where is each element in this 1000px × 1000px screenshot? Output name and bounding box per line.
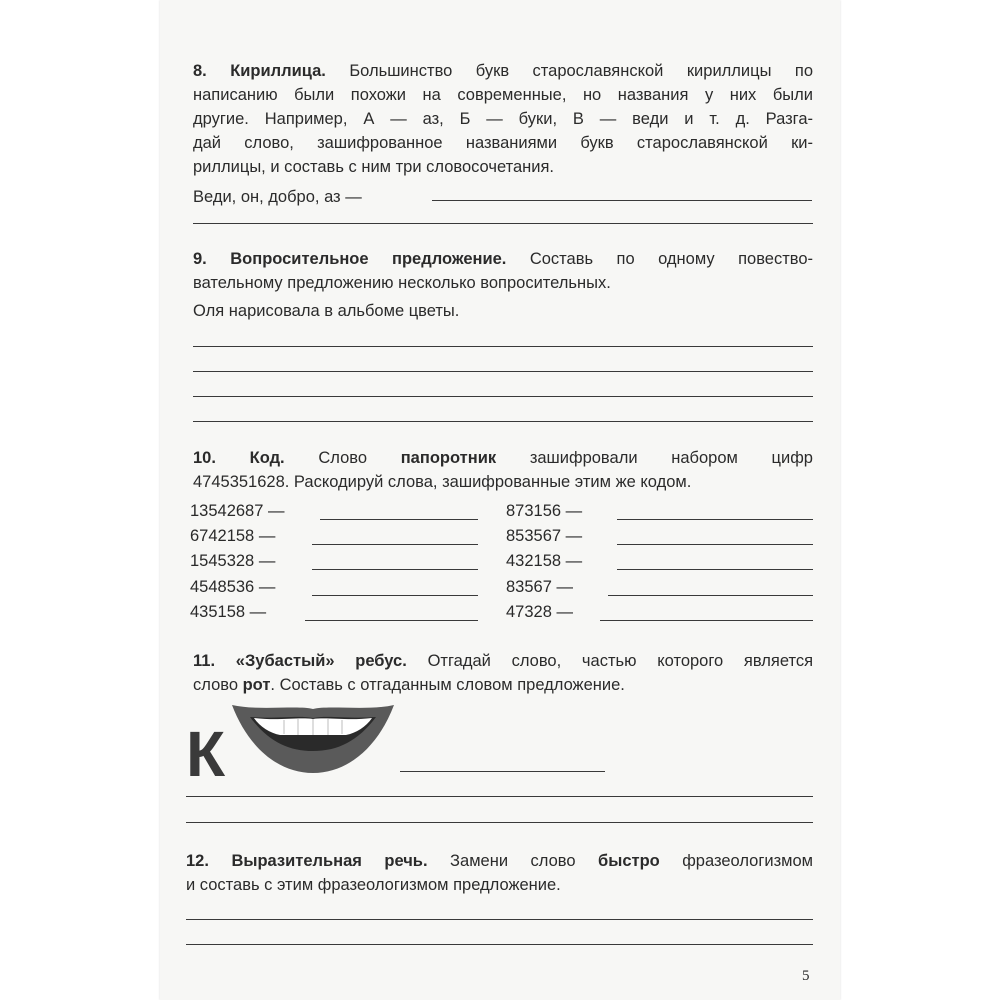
task9-answer-line-4[interactable] bbox=[193, 421, 813, 422]
task10-number: 10. bbox=[193, 449, 216, 467]
task11-word: рот bbox=[242, 676, 271, 694]
code-right-answer-4[interactable] bbox=[608, 595, 813, 596]
code-left-5: 435158 — bbox=[190, 603, 267, 621]
task9-line2: вательному предложению несколько вопросительных. bbox=[193, 274, 611, 292]
task12-line1 bbox=[186, 850, 813, 872]
task12-number: 12. bbox=[186, 852, 209, 870]
task12-text1a: Замени слово bbox=[450, 852, 576, 870]
task8-title: Кириллица. bbox=[230, 62, 326, 80]
task12-answer-line-2[interactable] bbox=[186, 944, 813, 945]
task10-title: Код. bbox=[249, 449, 285, 467]
code-left-answer-1[interactable] bbox=[320, 519, 478, 520]
code-left-answer-2[interactable] bbox=[312, 544, 478, 545]
task11-text2b: . Составь с отгаданным словом предложение. bbox=[270, 676, 625, 694]
task9-answer-line-2[interactable] bbox=[193, 371, 813, 372]
task8-answer-line-1[interactable] bbox=[432, 200, 812, 201]
mouth-icon bbox=[228, 697, 398, 777]
code-left-1: 13542687 — bbox=[190, 502, 285, 520]
code-right-2: 853567 — bbox=[506, 527, 583, 545]
code-right-answer-1[interactable] bbox=[617, 519, 813, 520]
task8-line2: написанию были похожи на современные, но названия у них были bbox=[193, 86, 813, 104]
task10-line1 bbox=[193, 447, 813, 469]
task8-line5: риллицы, и составь с ним три словосочетания. bbox=[193, 158, 554, 176]
task12-title: Выразительная речь. bbox=[231, 852, 428, 870]
code-left-answer-5[interactable] bbox=[305, 620, 478, 621]
task12-text1b: фразеологизмом bbox=[682, 852, 814, 870]
code-right-answer-2[interactable] bbox=[617, 544, 813, 545]
task11-answer-line-2[interactable] bbox=[186, 822, 813, 823]
task8-line1 bbox=[193, 60, 813, 82]
task10-text1a: Слово bbox=[318, 449, 368, 467]
code-right-3: 432158 — bbox=[506, 552, 583, 570]
code-right-4: 83567 — bbox=[506, 578, 573, 596]
task8-answer-line-2[interactable] bbox=[193, 223, 813, 224]
page-number: 5 bbox=[802, 968, 810, 984]
task8-prompt: Веди, он, добро, аз — bbox=[193, 188, 362, 206]
code-right-answer-5[interactable] bbox=[600, 620, 813, 621]
task8-text1: Большинство букв старославянской кириллицы по bbox=[349, 62, 814, 80]
task12-answer-line-1[interactable] bbox=[186, 919, 813, 920]
code-right-1: 873156 — bbox=[506, 502, 583, 520]
rebus-letter-k: К bbox=[186, 718, 226, 790]
task10-line2: 4745351628. Раскодируй слова, зашифрованные этим же кодом. bbox=[193, 473, 692, 491]
task8-number: 8. bbox=[193, 62, 207, 80]
code-left-answer-4[interactable] bbox=[312, 595, 478, 596]
task11-number: 11. bbox=[193, 652, 216, 670]
code-right-5: 47328 — bbox=[506, 603, 573, 621]
rebus-answer-line[interactable] bbox=[400, 771, 605, 772]
task9-answer-line-1[interactable] bbox=[193, 346, 813, 347]
code-left-4: 4548536 — bbox=[190, 578, 276, 596]
task11-text2a: слово bbox=[193, 676, 238, 694]
task11-line2 bbox=[193, 674, 625, 696]
task9-text1: Составь по одному повество- bbox=[529, 250, 814, 268]
task11-answer-line-1[interactable] bbox=[186, 796, 813, 797]
task11-title: «Зубастый» ребус. bbox=[235, 652, 407, 670]
task12-line2: и составь с этим фразеологизмом предложение. bbox=[186, 876, 561, 894]
task8-line3: другие. Например, А — аз, Б — буки, В — веди и т. д. Разга- bbox=[193, 110, 813, 128]
task8-line4: дай слово, зашифрованное названиями букв старославянской ки- bbox=[193, 134, 813, 152]
task10-text1b: зашифровали набором цифр bbox=[529, 449, 813, 467]
code-left-3: 1545328 — bbox=[190, 552, 276, 570]
task11-line1 bbox=[193, 650, 813, 672]
task9-line1 bbox=[193, 248, 813, 270]
task12-word: быстро bbox=[598, 852, 660, 870]
task9-number: 9. bbox=[193, 250, 207, 268]
task11-text1: Отгадай слово, частью которого является bbox=[427, 652, 813, 670]
code-right-answer-3[interactable] bbox=[617, 569, 813, 570]
task10-word: папоротник bbox=[400, 449, 497, 467]
code-left-2: 6742158 — bbox=[190, 527, 276, 545]
code-left-answer-3[interactable] bbox=[312, 569, 478, 570]
task9-title: Вопросительное предложение. bbox=[230, 250, 507, 268]
task9-sentence: Оля нарисовала в альбоме цветы. bbox=[193, 302, 460, 320]
task9-answer-line-3[interactable] bbox=[193, 396, 813, 397]
